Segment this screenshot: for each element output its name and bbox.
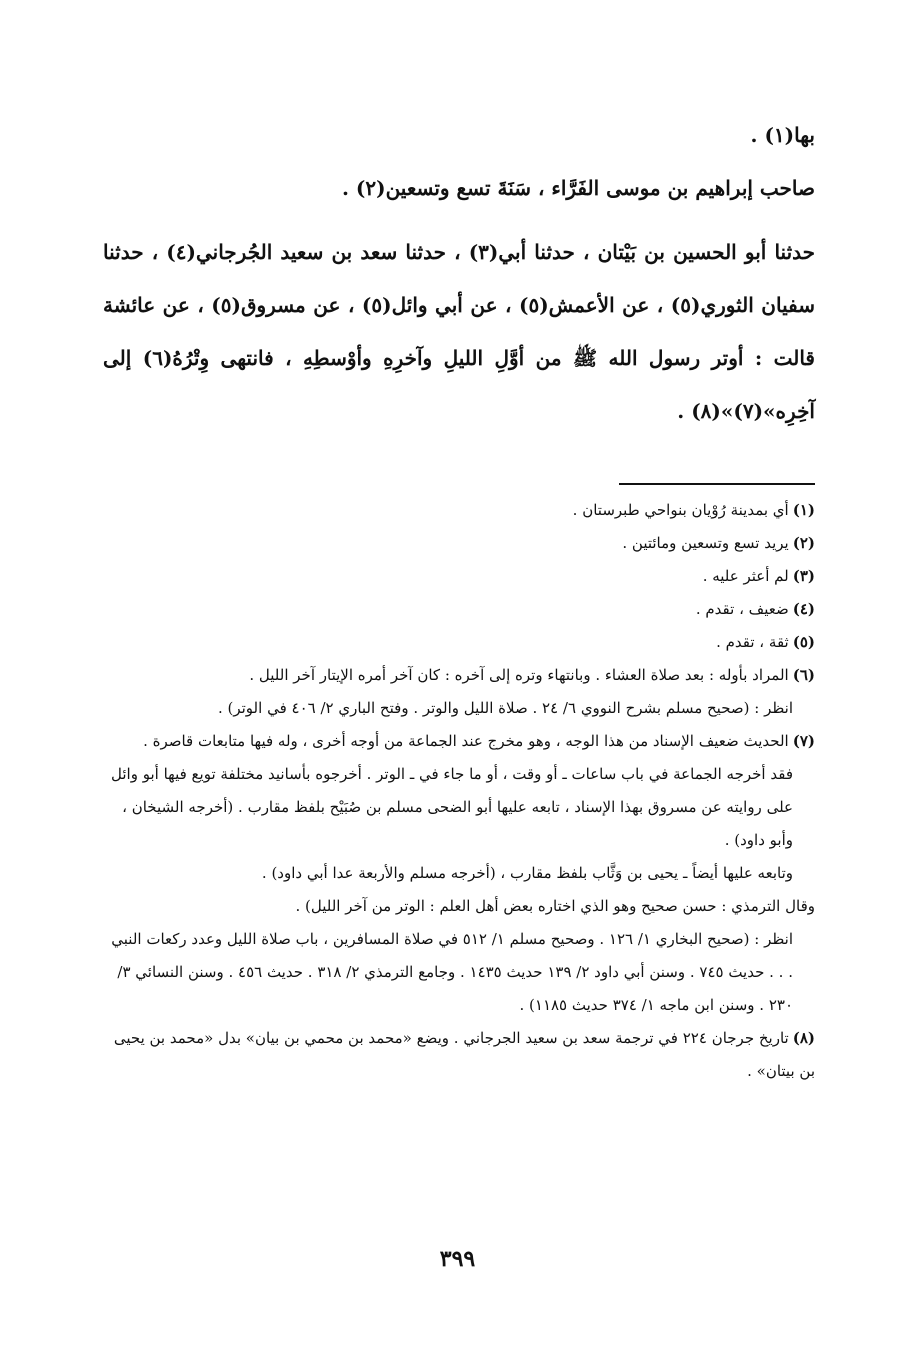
footnote-continuation [103, 923, 815, 1022]
footnote-divider [619, 483, 815, 485]
main-text-block [103, 120, 815, 438]
footnotes-section [103, 494, 815, 1088]
footnote-text: الحديث ضعيف الإسناد من هذا الوجه ، وهو مخرج عند الجماعة من أوجه أخرى ، وله فيها متابعات قاصرة . [143, 732, 789, 750]
footnote-number: (١) [792, 501, 815, 519]
footnote [103, 593, 815, 626]
footnote-continuation [103, 890, 815, 923]
footnote-text: وقال الترمذي : حسن صحيح وهو الذي اختاره بعض أهل العلم : الوتر من آخر الليل) . [295, 897, 815, 915]
footnote-text: أي بمدينة رُوْيان بنواحي طبرستان . [572, 501, 789, 519]
main-text-line: بها(١) . [750, 123, 815, 147]
footnote [103, 527, 815, 560]
footnote-text: ثقة ، تقدم . [716, 633, 789, 651]
footnote-text: تاريخ جرجان ٢٢٤ في ترجمة سعد بن سعيد الجرجاني . ويضع «محمد بن محمي بن بيان» بدل «محمد بن يحيى بن بيتان» . [113, 1029, 815, 1080]
hadith-paragraph: حدثنا أبو الحسين بن بَيْتان ، حدثنا أبي(٣) ، حدثنا سعد بن سعيد الجُرجاني(٤) ، حدثنا سفيان الثوري(٥) ، عن الأعمش(٥) ، عن أبي وائل(٥) ، عن مسروق(٥) ، عن عائشة قالت : أوتر رسول الله ﷺ من أوَّلِ الليلِ وآخرِهِ وأوْسطِهِ ، فانتهى وِتْرُهُ(٦) إلى آخِرِه»(٧)»(٨) . [103, 240, 816, 423]
footnote [103, 560, 815, 593]
footnote-text: فقد أخرجه الجماعة في باب ساعات ـ أو وقت ، أو ما جاء في ـ الوتر . أخرجوه بأسانيد مختلفة تويع فيها أبو وائل على روايته عن مسروق بهذا الإسناد ، تابعه عليها أبو الضحى مسلم بن صُبَيْح بلفظ مقارب . (أخرجه الشيخان ، وأبو داود) . [111, 765, 793, 849]
footnote-number: (٣) [792, 567, 815, 585]
footnote-continuation [103, 857, 815, 890]
footnote-text: انظر : (صحيح مسلم بشرح النووي ٦/ ٢٤ . صلاة الليل والوتر . وفتح الباري ٢/ ٤٠٦ في الوتر) . [217, 699, 793, 717]
page-number: ٣٩٩ [439, 1246, 476, 1272]
footnote-number: (٢) [792, 534, 815, 552]
footnote-number: (٧) [792, 732, 815, 750]
footnote [103, 725, 815, 758]
footnote-number: (٨) [792, 1029, 815, 1047]
main-text-line: صاحب إبراهيم بن موسى الفَرَّاء ، سَنَةَ تسع وتسعين(٢) . [341, 176, 815, 200]
footnote-text: لم أعثر عليه . [702, 567, 789, 585]
footnote-text: يريد تسع وتسعين ومائتين . [622, 534, 789, 552]
footnote [103, 659, 815, 692]
footnote-text: المراد بأوله : بعد صلاة العشاء . وبانتهاء وتره إلى آخره : كان آخر أمره الإيتار آخر الليل . [249, 666, 789, 684]
footnote-text: ضعيف ، تقدم . [695, 600, 789, 618]
footnote-continuation [103, 758, 815, 857]
footnote [103, 494, 815, 527]
footnote-number: (٥) [792, 633, 815, 651]
footnote-text: وتابعه عليها أيضاً ـ يحيى بن وَثَّاب بلفظ مقارب ، (أخرجه مسلم والأربعة عدا أبي داود) . [261, 864, 793, 882]
footnote [103, 1022, 815, 1088]
footnote-continuation [103, 692, 815, 725]
footnote-number: (٦) [792, 666, 815, 684]
footnote [103, 626, 815, 659]
footnote-text: انظر : (صحيح البخاري ١/ ١٢٦ . وصحيح مسلم ١/ ٥١٢ في صلاة المسافرين ، باب صلاة الليل وعدد ركعات النبي . . . حديث ٧٤٥ . وسنن أبي داود ٢/ ١٣٩ حديث ١٤٣٥ . وجامع الترمذي ٢/ ٣١٨ . حديث ٤٥٦ . وسنن النسائي ٣/ ٢٣٠ . وسنن ابن ماجه ١/ ٣٧٤ حديث ١١٨٥) . [111, 930, 793, 1014]
footnote-number: (٤) [792, 600, 815, 618]
